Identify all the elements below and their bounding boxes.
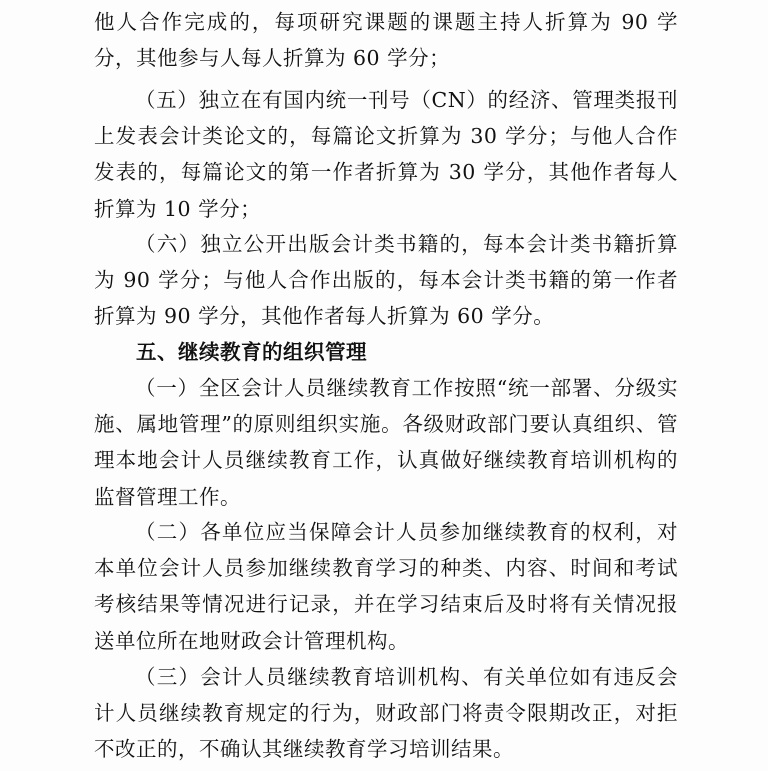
paragraph-item-6: （六）独立公开出版会计类书籍的，每本会计类书籍折算为 90 学分；与他人合作出版的，每本会计类书籍的第一作者折算为 90 学分，其他作者每人折算为 60 学分。 [94, 232, 678, 329]
paragraph-org-item-2: （二）各单位应当保障会计人员参加继续教育的权利，对本单位会计人员参加继续教育学习的种类、内容、时间和考试考核结果等情况进行记录，并在学习结束后及时将有关情况报送单位所在地财政会计管理机构。 [94, 520, 678, 653]
paragraph-org-item-3: （三）会计人员继续教育培训机构、有关单位如有违反会计人员继续教育规定的行为，财政部门将责令限期改正，对拒不改正的，不确认其继续教育学习培训结果。 [94, 665, 678, 762]
paragraph-item-5: （五）独立在有国内统一刊号（CN）的经济、管理类报刊上发表会计类论文的，每篇论文折算为 30 学分；与他人合作发表的，每篇论文的第一作者折算为 30 学分，其他作者每人折算为 10 学分； [94, 88, 678, 221]
paragraph-continued: 他人合作完成的，每项研究课题的课题主持人折算为 90 学分，其他参与人每人折算为 60 学分； [94, 10, 678, 71]
paragraph-org-item-1: （一）全区会计人员继续教育工作按照“统一部署、分级实施、属地管理”的原则组织实施。各级财政部门要认真组织、管理本地会计人员继续教育工作，认真做好继续教育培训机构的监督管理工作。 [94, 376, 678, 509]
section-heading: 五、继续教育的组织管理 [136, 340, 367, 364]
